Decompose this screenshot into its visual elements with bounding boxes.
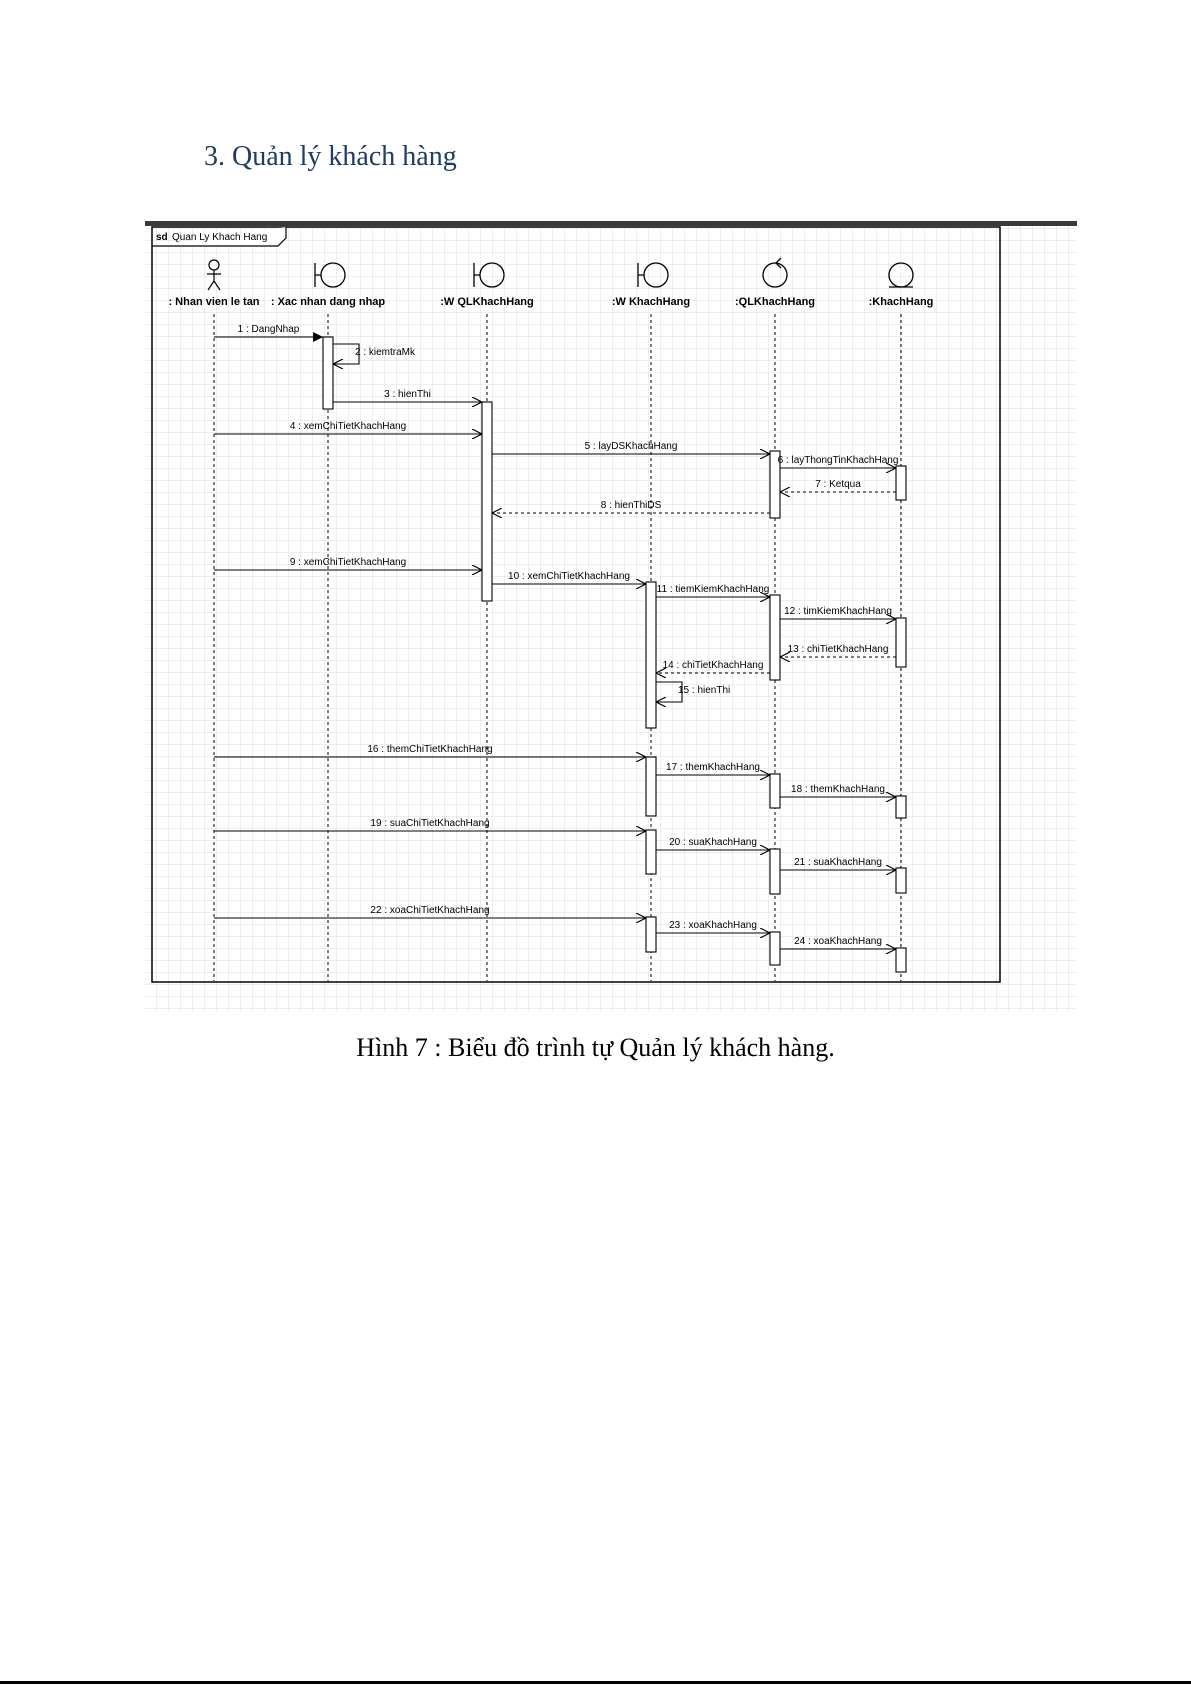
activation-bar: [896, 796, 906, 818]
message-label: 8 : hienThiDS: [600, 500, 662, 511]
sd-frame-tag: sd: [156, 232, 168, 243]
activation-bar: [770, 849, 780, 894]
message-label: 6 : layThongTinKhachHang: [777, 455, 899, 466]
message-label: 18 : themKhachHang: [791, 784, 885, 795]
message-label: 7 : Ketqua: [815, 479, 861, 490]
message-label: 24 : xoaKhachHang: [794, 936, 882, 947]
message-label: 3 : hienThi: [384, 389, 431, 400]
message-label: 15 : hienThi: [678, 685, 731, 696]
figure-caption: Hình 7 : Biểu đồ trình tự Quản lý khách hàng.: [356, 1033, 835, 1062]
activation-bar: [323, 337, 333, 409]
section-heading: 3. Quản lý khách hàng: [204, 141, 457, 172]
message-label: 5 : layDSKhachHang: [584, 441, 678, 452]
message-label: 16 : themChiTietKhachHang: [367, 744, 493, 755]
activation-bar: [646, 917, 656, 952]
lifeline-name: :QLKhachHang: [734, 296, 816, 308]
message-label: 17 : themKhachHang: [666, 762, 760, 773]
lifeline-name: :W KhachHang: [611, 296, 691, 308]
activation-bar: [770, 932, 780, 965]
grid-background: [145, 221, 1077, 1012]
message-label: 4 : xemChiTietKhachHang: [289, 421, 407, 432]
page-bottom-rule: [0, 1681, 1191, 1684]
message-label: 10 : xemChiTietKhachHang: [508, 571, 630, 582]
activation-bar: [896, 466, 906, 500]
activation-bar: [770, 595, 780, 680]
activation-bar: [646, 582, 656, 728]
message-label: 2 : kiemtraMk: [355, 347, 416, 358]
message-label: 19 : suaChiTietKhachHang: [370, 818, 490, 829]
lifeline-name: :KhachHang: [868, 296, 934, 308]
activation-bar: [646, 757, 656, 816]
message-label: 12 : timKiemKhachHang: [784, 606, 892, 617]
activation-bar: [482, 402, 492, 601]
message-label: 1 : DangNhap: [237, 324, 300, 335]
message-label: 22 : xoaChiTietKhachHang: [370, 905, 490, 916]
message-label: 20 : suaKhachHang: [669, 837, 757, 848]
activation-bar: [646, 830, 656, 874]
activation-bar: [896, 868, 906, 893]
message-label: 11 : tiemKiemKhachHang: [656, 584, 770, 595]
message-label: 9 : xemChiTietKhachHang: [289, 557, 407, 568]
message-label: 23 : xoaKhachHang: [669, 920, 757, 931]
message-label: 14 : chiTietKhachHang: [662, 660, 764, 671]
lifeline-name: : Xac nhan dang nhap: [270, 296, 386, 308]
window-top-border: [145, 221, 1077, 226]
activation-bar: [896, 618, 906, 667]
lifeline-name: : Nhan vien le tan: [168, 296, 260, 308]
sd-frame-name: Quan Ly Khach Hang: [172, 232, 268, 243]
activation-bar: [896, 948, 906, 972]
lifeline-name: :W QLKhachHang: [440, 296, 534, 308]
activation-bar: [770, 774, 780, 808]
message-label: 21 : suaKhachHang: [794, 857, 882, 868]
message-label: 13 : chiTietKhachHang: [787, 644, 889, 655]
